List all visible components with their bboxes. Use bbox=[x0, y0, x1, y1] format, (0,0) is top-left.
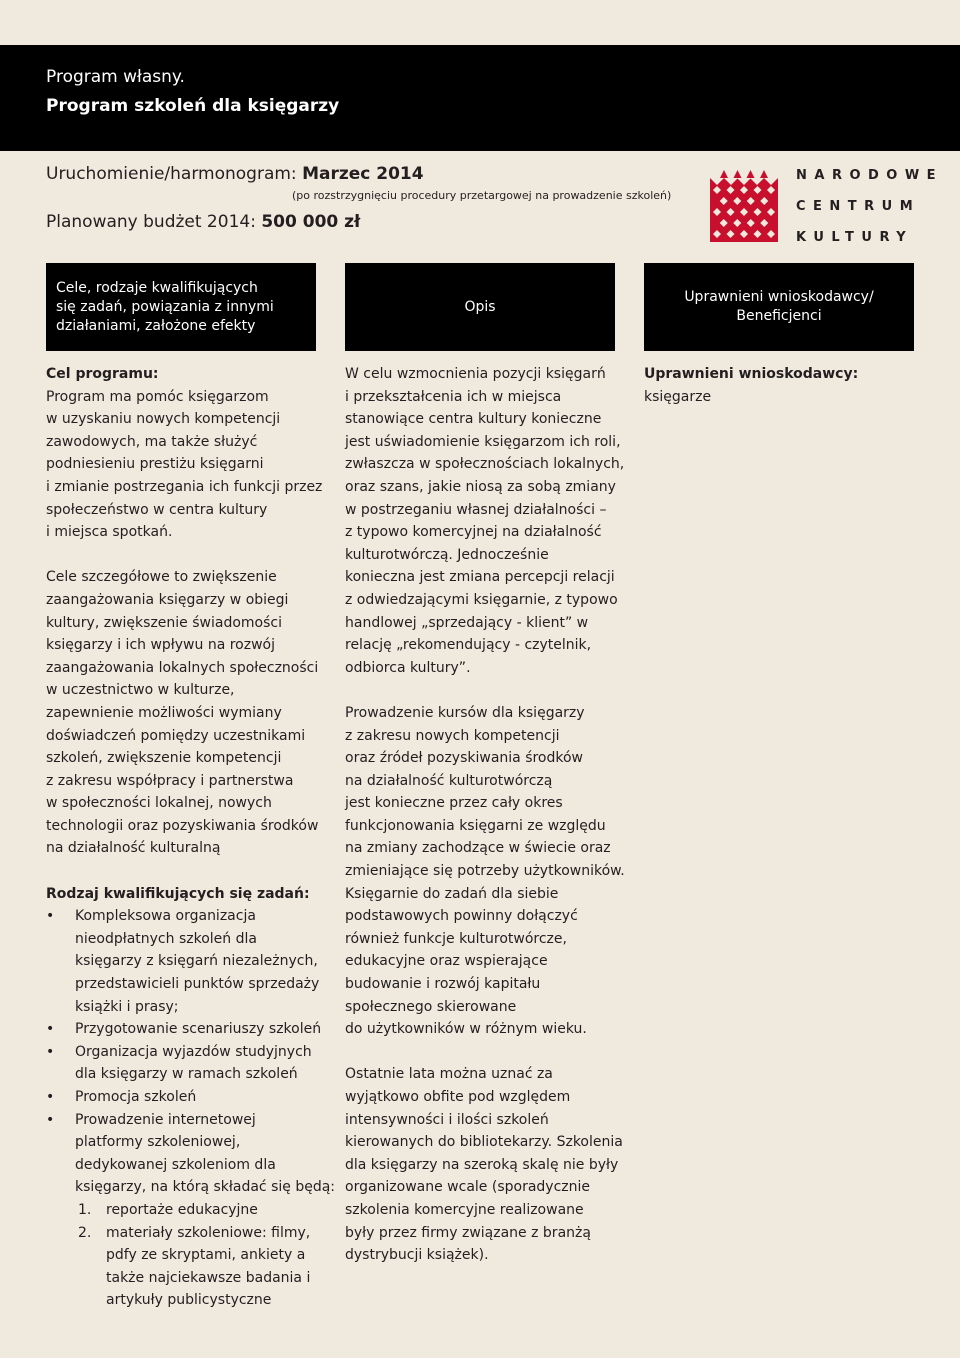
list-item bbox=[75, 1222, 336, 1312]
list-item bbox=[46, 1041, 336, 1086]
description-paragraph-2: Prowadzenie kursów dla księgarzy z zakresu nowych kompetencji oraz źródeł pozyskiwania środków na działalność kulturotwórczą jest konieczne przez cały okres funkcjonowania księgarni ze względu na zmiany zachodzące w świecie oraz zmieniające się potrzeby użytkowników. Księgarnie do zadań dla siebie podstawowych powinny dołączyć również funkcje kulturotwórcze, edukacyjne oraz wspierające budowanie i rozwój kapitału społecznego skierowane do użytkowników w różnym wieku. bbox=[345, 704, 625, 1038]
logo-text-line3: KULTURY bbox=[796, 230, 914, 245]
tasks-list bbox=[46, 905, 336, 1199]
list-item bbox=[46, 1018, 336, 1041]
list-item bbox=[46, 1086, 336, 1109]
tasks-title: Rodzaj kwalifikujących się zadań: bbox=[46, 885, 310, 902]
item-number: 2. bbox=[78, 1224, 92, 1241]
bullet: • bbox=[46, 1043, 55, 1060]
column-header-beneficiaries bbox=[644, 263, 914, 351]
item-text: materiały szkoleniowe: filmy, pdfy ze skryptami, ankiety a także najciekawsze badania i artykuły publicystyczne bbox=[106, 1224, 311, 1309]
goals-column bbox=[46, 363, 336, 1312]
task-text: Promocja szkoleń bbox=[75, 1089, 197, 1105]
column-header-description bbox=[345, 263, 615, 351]
program-type: Program własny. bbox=[46, 67, 185, 87]
bullet: • bbox=[46, 908, 55, 925]
launch-schedule bbox=[46, 164, 424, 184]
program-title: Program szkoleń dla księgarzy bbox=[46, 96, 340, 116]
list-item bbox=[46, 905, 336, 1018]
item-number: 1. bbox=[78, 1201, 92, 1218]
task-text: Prowadzenie internetowej platformy szkoleniowej, dedykowanej szkoleniom dla księgarzy, na którą składać się będą: bbox=[75, 1111, 336, 1196]
bullet: • bbox=[46, 1111, 55, 1128]
task-text: Organizacja wyjazdów studyjnych dla księgarzy w ramach szkoleń bbox=[75, 1043, 312, 1083]
launch-value: Marzec 2014 bbox=[302, 164, 424, 184]
launch-label: Uruchomienie/harmonogram: bbox=[46, 164, 303, 184]
task-text: Przygotowanie scenariuszy szkoleń bbox=[75, 1021, 322, 1038]
goal-title: Cel programu: bbox=[46, 366, 159, 382]
list-item bbox=[46, 1109, 336, 1199]
bullet: • bbox=[46, 1021, 55, 1038]
logo-text-line1: NARODOWE bbox=[796, 168, 944, 183]
description-column bbox=[345, 363, 635, 1267]
column-header-beneficiaries-text: Uprawnieni wnioskodawcy/ Beneficjenci bbox=[684, 289, 874, 324]
beneficiaries-title: Uprawnieni wnioskodawcy: bbox=[644, 366, 859, 382]
planned-budget bbox=[46, 212, 360, 232]
budget-value: 500 000 zł bbox=[261, 212, 361, 232]
column-header-goals bbox=[46, 263, 316, 351]
bullet: • bbox=[46, 1089, 55, 1105]
logo-text-line2: CENTRUM bbox=[796, 199, 921, 214]
list-item bbox=[75, 1199, 336, 1222]
column-header-description-text: Opis bbox=[464, 298, 496, 315]
item-text: reportaże edukacyjne bbox=[106, 1201, 258, 1218]
goal-text: Program ma pomóc księgarzom w uzyskaniu nowych kompetencji zawodowych, ma także służyć podniesieniu prestiżu księgarni i zmianie postrzegania ich funkcji przez społeczeństwo w centra kultury i miejsca spotkań. bbox=[46, 388, 323, 541]
task-text: Kompleksowa organizacja nieodpłatnych szkoleń dla księgarzy z księgarń niezależnych, przedstawicieli punktów sprzedaży książki i prasy; bbox=[75, 908, 320, 1015]
nck-crown-logo-icon bbox=[710, 170, 778, 242]
beneficiaries-column bbox=[644, 363, 924, 408]
description-paragraph-1: W celu wzmocnienia pozycji księgarń i przekształcenia ich w miejsca stanowiące centra kultury konieczne jest uświadomienie księgarzom ich roli, zwłaszcza w społecznościach lokalnych, oraz szans, jakie niosą za sobą zmiany w postrzeganiu własnej działalności – z typowo komercyjnej na działalność kulturotwórczą. Jednocześnie konieczna jest zmiana percepcji relacji z odwiedzającymi księgarnie, z typowo handlowej „sprzedający - klient” w relację „rekomendujący - czytelnik, odbiorca kultury”. bbox=[345, 366, 625, 676]
column-header-goals-text: Cele, rodzaje kwalifikujących się zadań, powiązania z innymi działaniami, założone efekty bbox=[56, 279, 274, 334]
description-paragraph-3: Ostatnie lata można uznać za wyjątkowo obfite pod względem intensywności i ilości szkoleń kierowanych do bibliotekarzy. Szkolenia dla księgarzy na szeroką skalę nie były organizowane wcale (sporadycznie szkolenia komercyjne realizowane były przez firmy związane z branżą dystrybucji książek). bbox=[345, 1066, 623, 1264]
platform-content-list bbox=[46, 1199, 336, 1312]
beneficiaries-value: księgarze bbox=[644, 388, 712, 405]
launch-note: (po rozstrzygnięciu procedury przetargowej na prowadzenie szkoleń) bbox=[292, 189, 672, 202]
budget-label: Planowany budżet 2014: bbox=[46, 212, 262, 232]
title-banner bbox=[0, 45, 960, 151]
detailed-goals-text: Cele szczegółowe to zwiększenie zaangażowania księgarzy w obiegi kultury, zwiększenie świadomości księgarzy i ich wpływu na rozwój zaangażowania lokalnych społeczności w uczestnictwo w kulturze, zapewnienie możliwości wymiany doświadczeń pomiędzy uczestnikami szkoleń, zwiększenie kompetencji z zakresu współpracy i partnerstwa w społeczności lokalnej, nowych technologii oraz pozyskiwania środków na działalność kulturalną bbox=[46, 569, 319, 857]
